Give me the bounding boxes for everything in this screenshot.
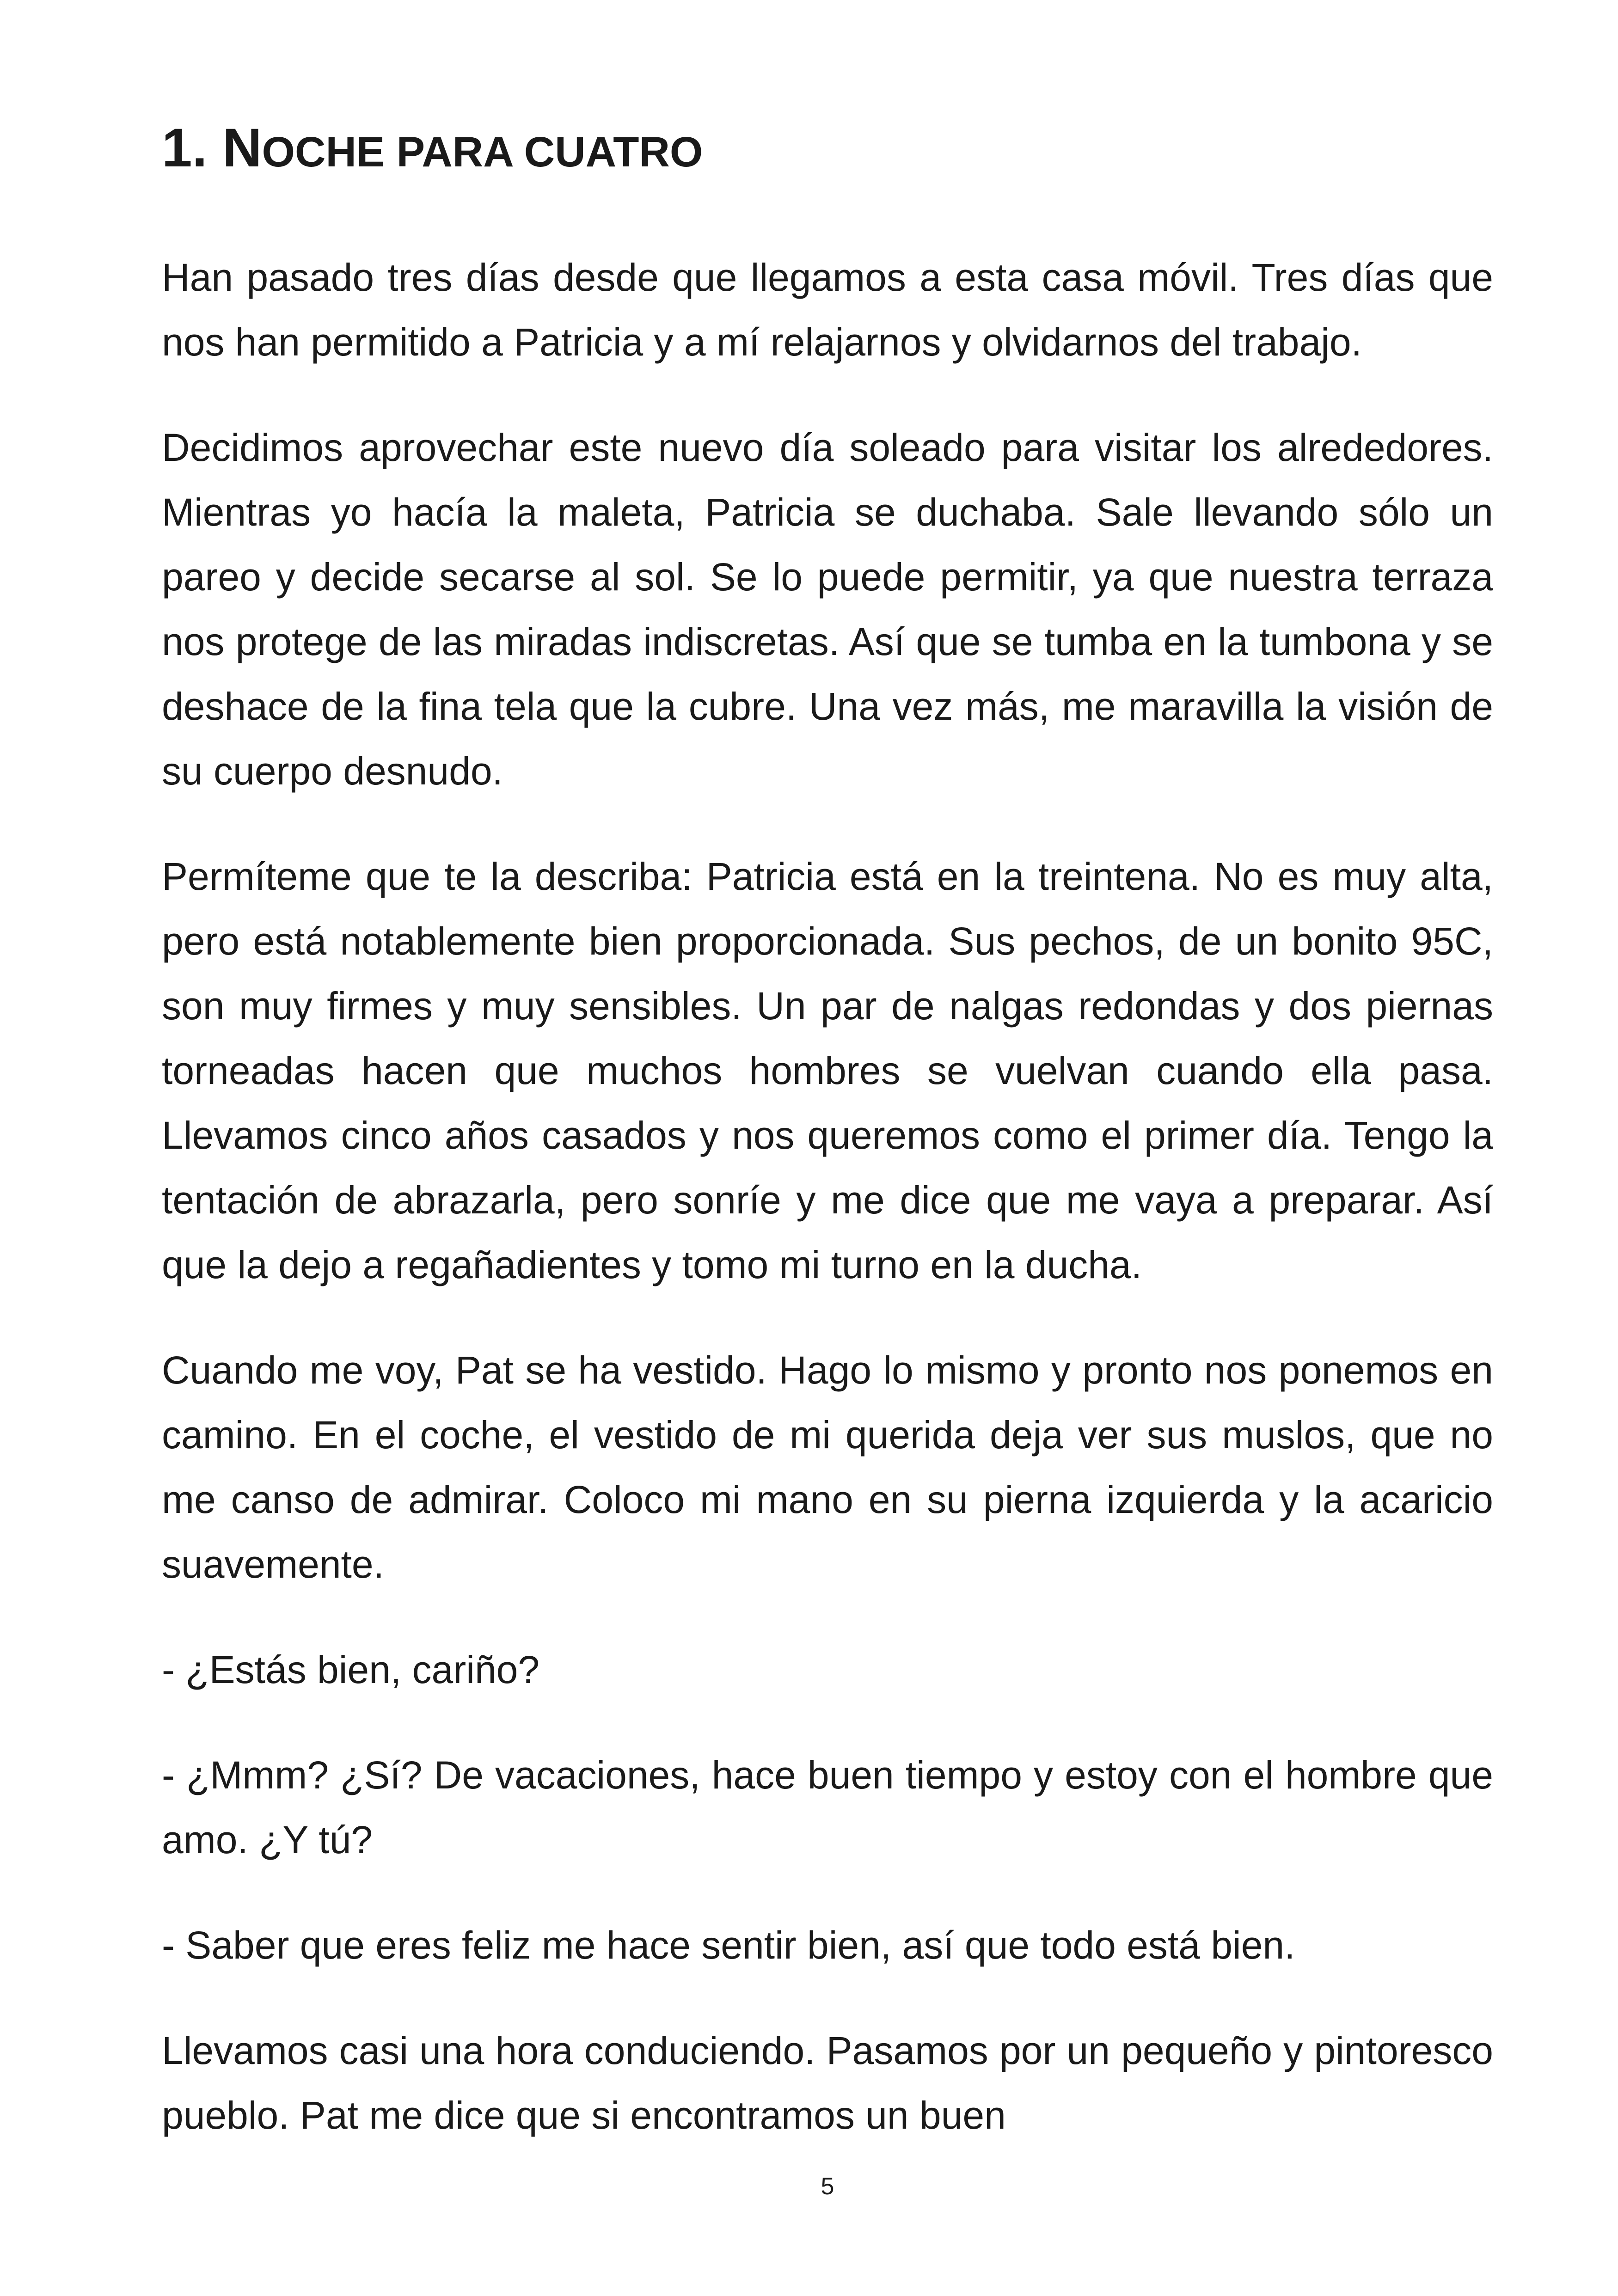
paragraph: Permíteme que te la describa: Patricia está en la treintena. No es muy alta, pero está notablemente bien proporcionada. Sus pechos, de un bonito 95C, son muy firmes y muy sensibles. Un par de nalgas redondas y dos piernas torneadas hacen que muchos hombres se vuelvan cuando ella pasa. Llevamos cinco años casados y nos queremos como el primer día. Tengo la tentación de abrazarla, pero sonríe y me dice que me vaya a preparar. Así que la dejo a regañadientes y tomo mi turno en la ducha. xyxy=(162,855,1493,1286)
page-number: 5 xyxy=(821,2173,834,2200)
body-text xyxy=(162,245,1493,2188)
dialogue-line: - ¿Mmm? ¿Sí? De vacaciones, hace buen tiempo y estoy con el hombre que amo. ¿Y tú? xyxy=(162,1753,1493,1861)
chapter-title-initial: N xyxy=(222,117,262,178)
paragraph: Llevamos casi una hora conduciendo. Pasamos por un pequeño y pintoresco pueblo. Pat me dice que si encontramos un buen xyxy=(162,2029,1493,2137)
paragraph: Decidimos aprovechar este nuevo día soleado para visitar los alrededores. Mientras yo hacía la maleta, Patricia se duchaba. Sale llevando sólo un pareo y decide secarse al sol. Se lo puede permitir, ya que nuestra terraza nos protege de las miradas indiscretas. Así que se tumba en la tumbona y se deshace de la fina tela que la cubre. Una vez más, me maravilla la visión de su cuerpo desnudo. xyxy=(162,426,1493,793)
chapter-title xyxy=(162,116,703,181)
chapter-number: 1. xyxy=(162,117,208,178)
paragraph: Cuando me voy, Pat se ha vestido. Hago lo mismo y pronto nos ponemos en camino. En el coche, el vestido de mi querida deja ver sus muslos, que no me canso de admirar. Coloco mi mano en su pierna izquierda y la acaricio suavemente. xyxy=(162,1348,1493,1586)
chapter-title-rest: OCHE PARA CUATRO xyxy=(262,129,703,176)
document-page xyxy=(162,0,1493,2296)
dialogue-line: - Saber que eres feliz me hace sentir bien, así que todo está bien. xyxy=(162,1923,1295,1967)
dialogue-line: - ¿Estás bien, cariño? xyxy=(162,1648,540,1691)
paragraph: Han pasado tres días desde que llegamos a esta casa móvil. Tres días que nos han permitido a Patricia y a mí relajarnos y olvidarnos del trabajo. xyxy=(162,256,1493,364)
